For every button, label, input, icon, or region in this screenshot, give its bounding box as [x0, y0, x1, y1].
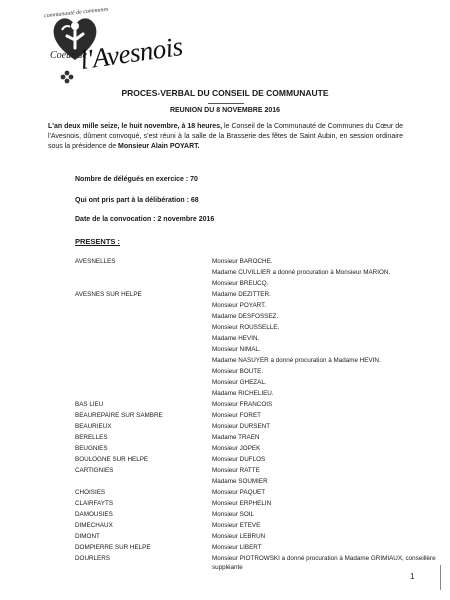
meeting-date-subtitle: REUNION DU 8 NOVEMBRE 2016	[169, 107, 281, 114]
attendance-row	[0, 399, 450, 410]
member-name: Monsieur BREUCQ.	[212, 280, 269, 287]
attendance-row	[0, 421, 450, 432]
title-separator	[208, 103, 244, 104]
member-name: Monsieur GHEZAL.	[212, 379, 267, 386]
presents-heading: PRESENTS :	[75, 237, 121, 246]
attendance-row	[0, 487, 450, 498]
intro-paragraph	[48, 122, 403, 152]
member-name: Monsieur POYART.	[212, 302, 267, 309]
member-name: Monsieur BOUTE.	[212, 368, 264, 375]
member-name: Monsieur ETEVE	[212, 522, 261, 529]
logo-flower-icon	[60, 70, 74, 84]
member-name: Monsieur DUFLOS	[212, 456, 266, 463]
commune-name: BAS LIEU	[75, 401, 104, 408]
attendance-row	[0, 443, 450, 454]
member-name: Monsieur JOPEK	[212, 445, 261, 452]
attendance-list	[0, 256, 450, 573]
attendance-row	[0, 267, 450, 278]
member-name: Monsieur ERPHELIN	[212, 500, 272, 507]
member-name: Madame CUVILLIER a donné procuration à Monsieur MARION.	[212, 269, 391, 276]
commune-name: DOMPIERRE SUR HELPE	[75, 544, 151, 551]
attendance-row	[0, 388, 450, 399]
attendance-row	[0, 465, 450, 476]
logo-top-text: communauté de communes	[43, 6, 109, 20]
attendance-row	[0, 344, 450, 355]
commune-name: BERELLES	[75, 434, 108, 441]
member-name: Monsieur RATTE	[212, 467, 260, 474]
attendance-row	[0, 520, 450, 531]
member-name: Madame SOUMIER	[212, 478, 268, 485]
commune-name: DOURLERS	[75, 555, 110, 562]
convocation-date: Date de la convocation : 2 novembre 2016	[75, 216, 215, 223]
attendance-row	[0, 553, 450, 573]
member-name: Madame HEVIN.	[212, 335, 260, 342]
attendance-row	[0, 476, 450, 487]
member-name: Madame DEZITTER.	[212, 291, 271, 298]
logo-coeur-text: Coeur de	[50, 50, 87, 61]
attendance-row	[0, 300, 450, 311]
member-name: Madame NASUYER a donné procuration à Madame HEVIN.	[212, 357, 381, 364]
document-title: PROCES-VERBAL DU CONSEIL DE COMMUNAUTE	[121, 88, 329, 98]
commune-name: CARTIGNIES	[75, 467, 114, 474]
attendance-row	[0, 333, 450, 344]
attendance-row	[0, 410, 450, 421]
member-name: Monsieur NIMAL.	[212, 346, 261, 353]
attendance-row	[0, 366, 450, 377]
member-name: Monsieur LIBERT	[212, 544, 262, 551]
commune-name: BOULOGNE SUR HELPE	[75, 456, 149, 463]
commune-name: DIMONT	[75, 533, 100, 540]
commune-name: DAMOUSIES	[75, 511, 113, 518]
member-name: Monsieur FRANCOIS	[212, 401, 273, 408]
member-name: Madame DESFOSSEZ.	[212, 313, 279, 320]
commune-name: AVESNELLES	[75, 258, 116, 265]
attendance-row	[0, 289, 450, 300]
commune-name: CHOISIES	[75, 489, 106, 496]
member-name: Monsieur PAQUET	[212, 489, 266, 496]
member-name: Monsieur SOIL	[212, 511, 254, 518]
attendance-row	[0, 531, 450, 542]
attendance-row	[0, 311, 450, 322]
member-name: Monsieur BAROCHE.	[212, 258, 273, 265]
commune-name: AVESNES SUR HELPE	[75, 291, 142, 298]
attendance-row	[0, 542, 450, 553]
attendance-row	[0, 454, 450, 465]
member-name: Madame TRAEN	[212, 434, 260, 441]
member-name: Monsieur DURSENT	[212, 423, 271, 430]
attendance-row	[0, 256, 450, 267]
intro-body: le Conseil de la Communauté de Communes du Cœur de l'Avesnois, dûment convoqué, s'est réuni à la salle de la Brasserie des fêtes de Saint Aubin, en session ordinaire sous la présidence de	[48, 123, 403, 150]
member-name: Monsieur PIOTROWSKI a donné procuration à Madame GRIMIAUX, conseillère suppléante	[212, 555, 436, 571]
member-name: Monsieur ROUSSELLE.	[212, 324, 280, 331]
attendance-row	[0, 377, 450, 388]
logo	[38, 6, 185, 88]
attendance-row	[0, 355, 450, 366]
attendance-row	[0, 498, 450, 509]
member-name: Monsieur LEBRUN	[212, 533, 266, 540]
page-edge-line	[440, 565, 441, 590]
attendance-row	[0, 322, 450, 333]
delegates-count: Nombre de délégués en exercice : 70	[75, 176, 198, 183]
commune-name: CLAIRFAYTS	[75, 500, 114, 507]
attendance-row	[0, 278, 450, 289]
attendance-row	[0, 509, 450, 520]
logo-main-text: l'Avesnois	[78, 30, 185, 76]
member-name: Monsieur FORET	[212, 412, 261, 419]
commune-name: BEUGNIES	[75, 445, 108, 452]
commune-name: BEAUREPAIRE SUR SAMBRE	[75, 412, 163, 419]
intro-president: Monsieur Alain POYART.	[118, 143, 200, 150]
member-name: Madame RICHELIEU.	[212, 390, 274, 397]
commune-name: DIMECHAUX	[75, 522, 113, 529]
intro-lead: L'an deux mille seize, le huit novembre, à 18 heures,	[48, 123, 223, 130]
commune-name: BEAURIEUX	[75, 423, 112, 430]
deliberation-count: Qui ont pris part à la délibération : 68	[75, 197, 199, 204]
page-number: 1	[410, 572, 415, 581]
attendance-row	[0, 432, 450, 443]
